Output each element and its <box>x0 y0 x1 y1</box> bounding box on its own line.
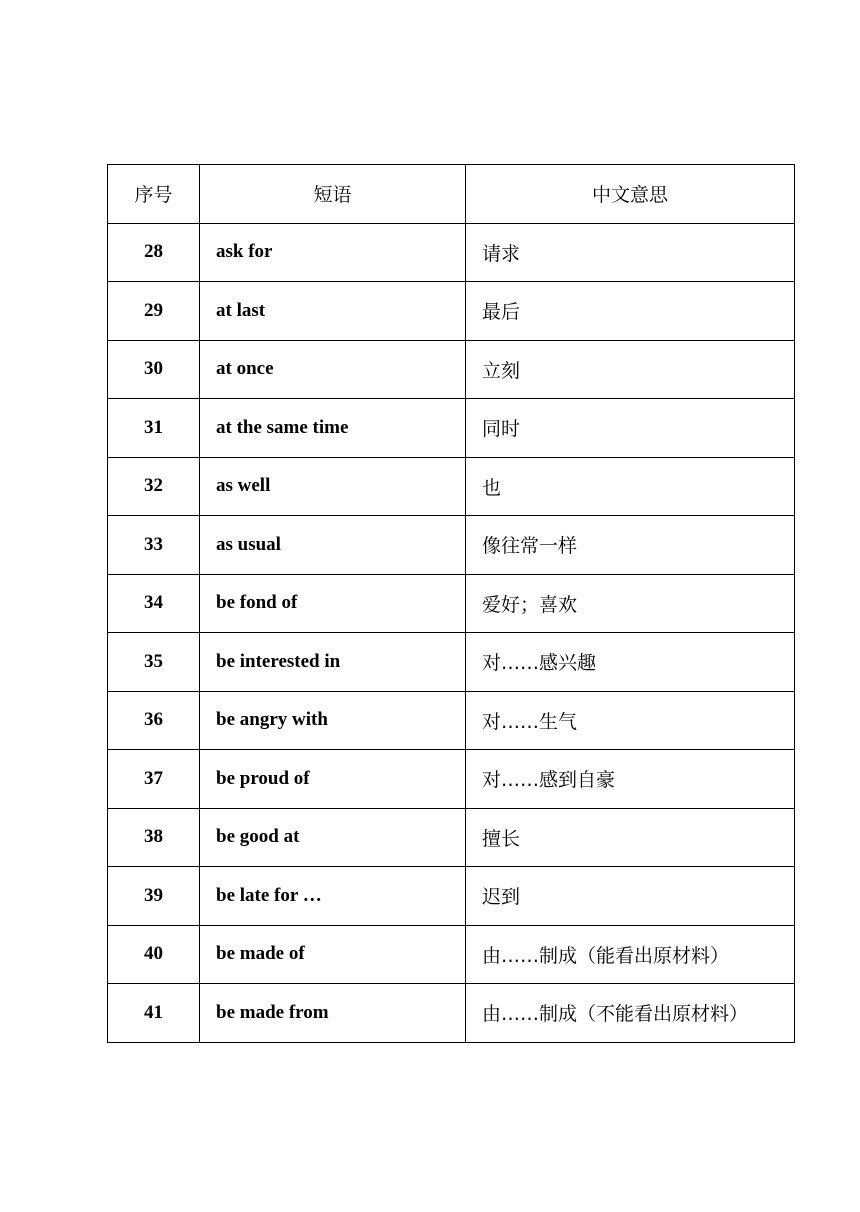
row-number: 28 <box>108 223 200 282</box>
table-row <box>108 984 795 1043</box>
row-phrase: at last <box>200 282 466 341</box>
row-meaning: 迟到 <box>466 867 795 926</box>
row-meaning: 最后 <box>466 282 795 341</box>
header-number: 序号 <box>108 165 200 224</box>
row-phrase: ask for <box>200 223 466 282</box>
row-meaning: 同时 <box>466 399 795 458</box>
row-phrase: be made of <box>200 925 466 984</box>
row-phrase: be angry with <box>200 691 466 750</box>
row-number: 33 <box>108 516 200 575</box>
row-meaning: 立刻 <box>466 340 795 399</box>
table-row <box>108 457 795 516</box>
row-meaning: 由……制成（不能看出原材料） <box>466 984 795 1043</box>
row-number: 30 <box>108 340 200 399</box>
table-row <box>108 282 795 341</box>
table-row <box>108 633 795 692</box>
row-number: 39 <box>108 867 200 926</box>
row-phrase: be interested in <box>200 633 466 692</box>
row-phrase: be made from <box>200 984 466 1043</box>
table-row <box>108 340 795 399</box>
row-meaning: 爱好；喜欢 <box>466 574 795 633</box>
row-phrase: be proud of <box>200 750 466 809</box>
row-number: 34 <box>108 574 200 633</box>
header-meaning: 中文意思 <box>466 165 795 224</box>
table-row <box>108 399 795 458</box>
row-number: 35 <box>108 633 200 692</box>
row-phrase: be fond of <box>200 574 466 633</box>
row-number: 29 <box>108 282 200 341</box>
row-meaning: 对……生气 <box>466 691 795 750</box>
row-meaning: 由……制成（能看出原材料） <box>466 925 795 984</box>
row-phrase: be late for … <box>200 867 466 926</box>
row-meaning: 对……感兴趣 <box>466 633 795 692</box>
table-body <box>108 223 795 1042</box>
row-number: 36 <box>108 691 200 750</box>
row-meaning: 擅长 <box>466 808 795 867</box>
row-phrase: be good at <box>200 808 466 867</box>
table-row <box>108 574 795 633</box>
row-number: 31 <box>108 399 200 458</box>
row-phrase: as usual <box>200 516 466 575</box>
row-meaning: 请求 <box>466 223 795 282</box>
row-meaning: 对……感到自豪 <box>466 750 795 809</box>
row-number: 37 <box>108 750 200 809</box>
table-row <box>108 867 795 926</box>
row-meaning: 像往常一样 <box>466 516 795 575</box>
table-row <box>108 925 795 984</box>
table-row <box>108 516 795 575</box>
row-phrase: as well <box>200 457 466 516</box>
row-number: 32 <box>108 457 200 516</box>
table-row <box>108 750 795 809</box>
table-row <box>108 691 795 750</box>
phrase-table <box>107 164 795 1043</box>
row-meaning: 也 <box>466 457 795 516</box>
row-phrase: at the same time <box>200 399 466 458</box>
header-phrase: 短语 <box>200 165 466 224</box>
row-number: 41 <box>108 984 200 1043</box>
table-header-row <box>108 165 795 224</box>
table-row <box>108 223 795 282</box>
row-number: 38 <box>108 808 200 867</box>
table-row <box>108 808 795 867</box>
row-phrase: at once <box>200 340 466 399</box>
row-number: 40 <box>108 925 200 984</box>
